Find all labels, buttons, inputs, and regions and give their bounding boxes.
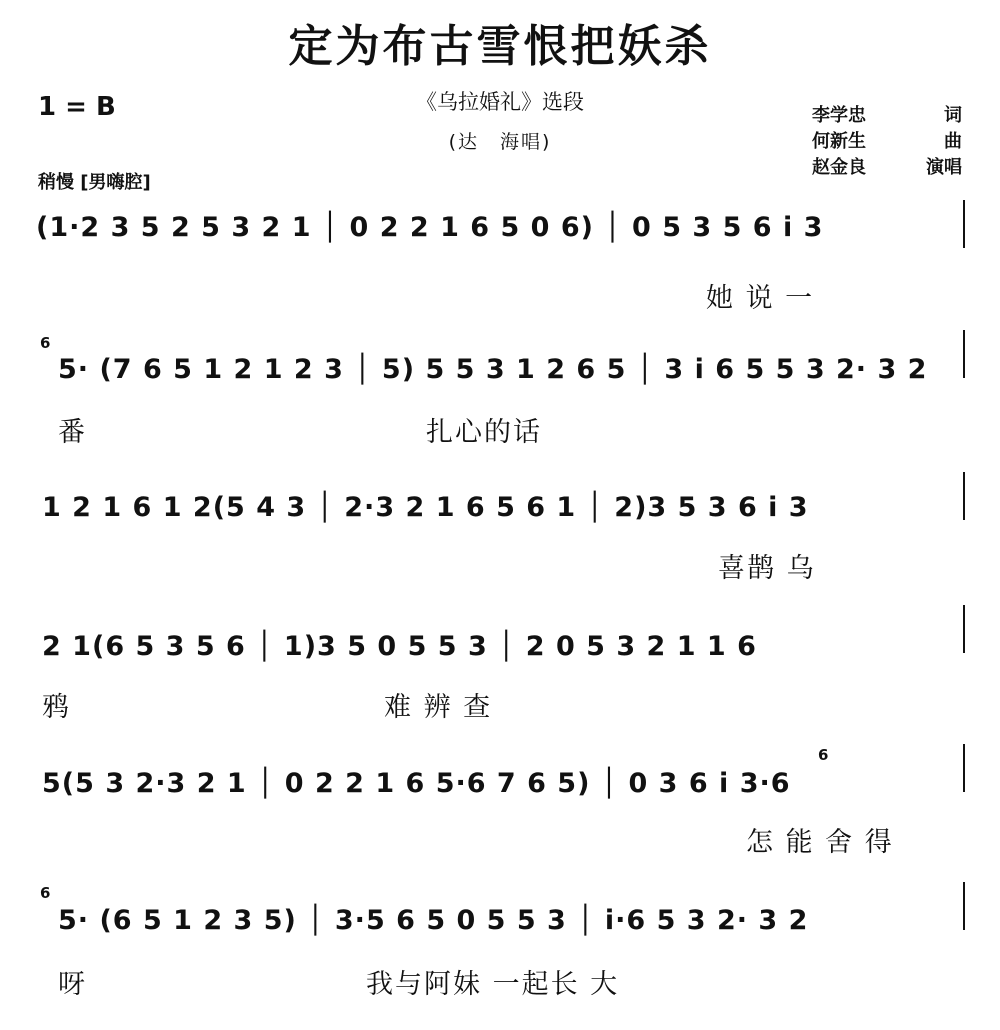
credit-performer [812, 155, 962, 181]
credit-role: 演唱 [926, 157, 962, 178]
credit-composer [812, 129, 962, 155]
grace-note: 6 [40, 334, 51, 352]
lyrics-line-4-b: 难 辨 查 [384, 692, 493, 723]
credit-role: 曲 [944, 131, 962, 152]
key-signature: 1 = B [38, 92, 116, 122]
credit-name: 李学忠 [812, 105, 866, 126]
tempo-marking: 稍慢 [男嗨腔] [38, 172, 151, 193]
credit-name: 何新生 [812, 131, 866, 152]
barline [963, 744, 965, 792]
barline [963, 330, 965, 378]
subtitle: 《乌拉婚礼》选段 [416, 90, 584, 114]
notation-line-2: 5· (7 6 5 1 2 1 2 3 │ 5) 5 5 3 1 2 6 5 │ 3 i 6 5 5 3 2· 3 2 [58, 354, 928, 385]
lyrics-line-6-a: 呀 [58, 969, 87, 1000]
lyrics-line-2-a: 番 [58, 417, 87, 448]
singer-note: (达 海唱) [448, 131, 552, 153]
notation-line-5: 5(5 3 2·3 2 1 │ 0 2 2 1 6 5·6 7 6 5) │ 0 3 6 i 3·6 [42, 768, 791, 799]
grace-note: 6 [40, 884, 51, 902]
page-title: 定为布古雪恨把妖杀 [288, 21, 712, 72]
credit-name: 赵金良 [812, 157, 866, 178]
barline [963, 882, 965, 930]
notation-line-4: 2 1(6 5 3 5 6 │ 1)3 5 0 5 5 3 │ 2 0 5 3 2 1 1 6 [42, 631, 757, 662]
credit-role: 词 [944, 105, 962, 126]
barline [963, 605, 965, 653]
credits [812, 103, 962, 181]
lyrics-line-2-b: 扎心的话 [426, 417, 542, 448]
barline [963, 472, 965, 520]
credit-lyricist [812, 103, 962, 129]
notation-line-3: 1 2 1 6 1 2(5 4 3 │ 2·3 2 1 6 5 6 1 │ 2)3 5 3 6 i 3 [42, 492, 809, 523]
notation-line-6: 5· (6 5 1 2 3 5) │ 3·5 6 5 0 5 5 3 │ i·6 5 3 2· 3 2 [58, 905, 809, 936]
lyrics-line-1: 她 说 一 [706, 283, 815, 314]
grace-note: 6 [818, 746, 829, 764]
notation-line-1: (1·2 3 5 2 5 3 2 1 │ 0 2 2 1 6 5 0 6) │ 0 5 3 5 6 i 3 [36, 212, 824, 243]
lyrics-line-6-b: 我与阿妹 一起长 大 [366, 969, 620, 1000]
lyrics-line-3: 喜鹊 乌 [718, 553, 816, 584]
lyrics-line-5: 怎 能 舍 得 [746, 827, 894, 858]
barline [963, 200, 965, 248]
lyrics-line-4-a: 鸦 [42, 692, 71, 723]
